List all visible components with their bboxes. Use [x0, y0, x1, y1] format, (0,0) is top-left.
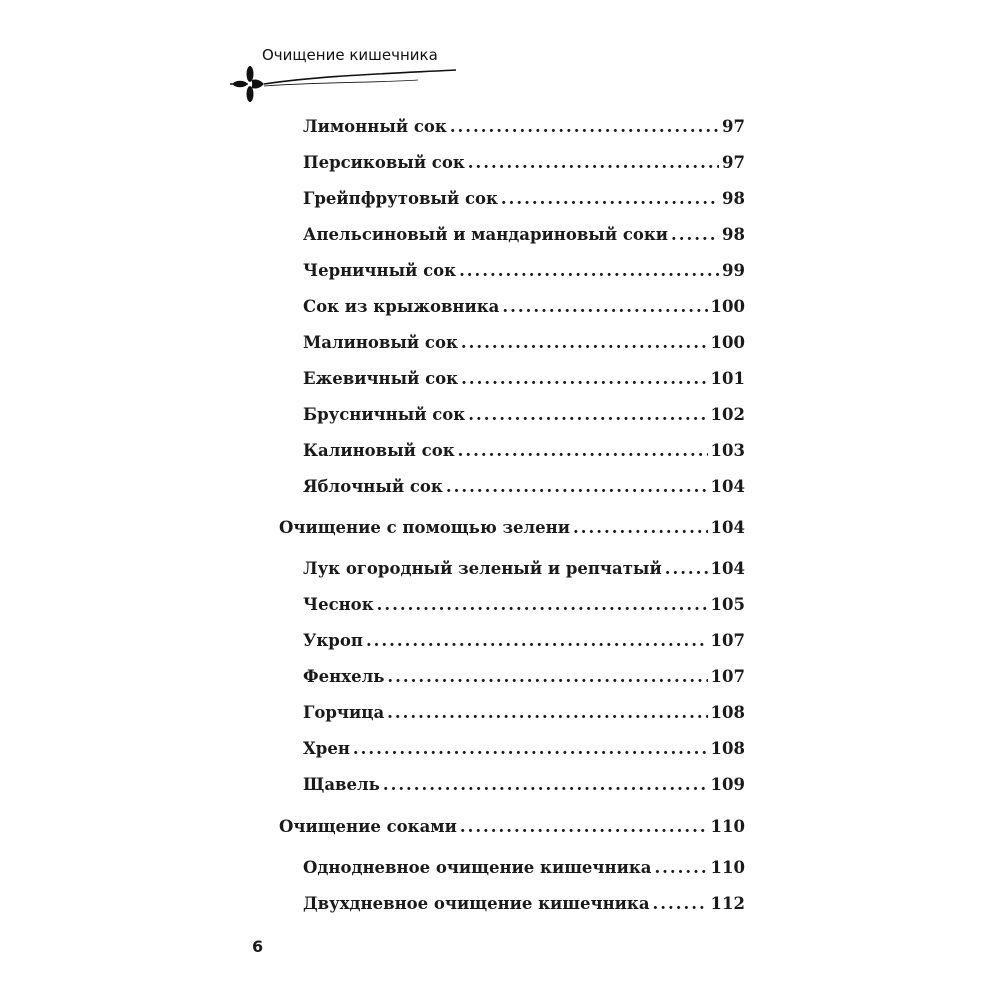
toc-entry-title: Двухдневное очищение кишечника: [303, 894, 650, 913]
toc-entry-title: Брусничный сок: [303, 405, 466, 424]
dot-leader: [366, 630, 708, 652]
toc-entry[interactable]: [303, 893, 745, 915]
toc-entry-page: 108: [710, 703, 745, 722]
dot-leader: [353, 738, 708, 760]
header-title: Очищение кишечника: [262, 46, 438, 64]
dot-leader: [460, 816, 708, 838]
toc-entry-page: 107: [710, 667, 745, 686]
toc-entry-page: 97: [722, 117, 745, 136]
toc-entry-title: Черничный сок: [303, 261, 457, 280]
toc-section-entry[interactable]: [279, 816, 745, 838]
toc-entry[interactable]: [303, 476, 745, 498]
dot-leader: [468, 152, 719, 174]
dot-leader: [459, 260, 719, 282]
toc-entry-title: Малиновый сок: [303, 333, 458, 352]
dot-leader: [468, 404, 707, 426]
toc-entry-page: 104: [710, 559, 745, 578]
toc-entry-page: 108: [710, 739, 745, 758]
toc-entry[interactable]: [303, 296, 745, 318]
toc-entry-title: Лимонный сок: [303, 117, 447, 136]
toc-entry-title: Фенхель: [303, 667, 385, 686]
dot-leader: [653, 893, 708, 915]
toc-entry-title: Горчица: [303, 703, 385, 722]
toc-entry-page: 99: [722, 261, 745, 280]
toc-entry-page: 105: [710, 595, 745, 614]
page-number: 6: [252, 937, 264, 956]
dot-leader: [383, 774, 708, 796]
toc-entry[interactable]: [303, 332, 745, 354]
toc-entry-title: Персиковый сок: [303, 153, 465, 172]
toc-entry[interactable]: [303, 558, 745, 580]
toc-entry[interactable]: [303, 594, 745, 616]
toc-entry[interactable]: [303, 152, 745, 174]
toc-entry-title: Чеснок: [303, 595, 374, 614]
dot-leader: [446, 476, 708, 498]
dot-leader: [387, 666, 707, 688]
dot-leader: [573, 517, 708, 539]
dot-leader: [654, 857, 707, 879]
toc-entry-page: 98: [722, 189, 745, 208]
toc-entry-title: Лук огородный зеленый и репчатый: [303, 559, 662, 578]
dot-leader: [387, 702, 707, 724]
toc-entry[interactable]: [303, 738, 745, 760]
dot-leader: [461, 332, 708, 354]
toc-entry[interactable]: [303, 260, 745, 282]
toc-entry[interactable]: [303, 702, 745, 724]
toc-entry-page: 110: [710, 858, 745, 877]
toc-entry-page: 104: [710, 477, 745, 496]
toc-entry[interactable]: [303, 666, 745, 688]
toc-entry-page: 97: [722, 153, 745, 172]
toc-entry[interactable]: [303, 404, 745, 426]
toc-entry-page: 109: [710, 775, 745, 794]
toc-entry-title: Однодневное очищение кишечника: [303, 858, 652, 877]
toc-entry[interactable]: [303, 188, 745, 210]
toc-entry-page: 101: [710, 369, 745, 388]
toc-section-entry[interactable]: [279, 517, 745, 539]
dot-leader: [501, 188, 719, 210]
toc-entry-title: Ежевичный сок: [303, 369, 459, 388]
dot-leader: [377, 594, 708, 616]
toc-entry-page: 112: [710, 894, 745, 913]
toc-entry-title: Очищение соками: [279, 817, 457, 836]
toc-entry-page: 107: [710, 631, 745, 650]
toc-entry[interactable]: [303, 440, 745, 462]
toc-entry-page: 100: [710, 297, 745, 316]
toc-entry-page: 103: [710, 441, 745, 460]
toc-entry[interactable]: [303, 774, 745, 796]
toc-entry[interactable]: [303, 630, 745, 652]
toc-entry-title: Хрен: [303, 739, 350, 758]
toc-entry-title: Грейпфрутовый сок: [303, 189, 498, 208]
toc-entry-page: 102: [710, 405, 745, 424]
dot-leader: [461, 368, 707, 390]
toc-entry-page: 104: [710, 518, 745, 537]
toc-entry-title: Яблочный сок: [303, 477, 443, 496]
toc-entry-page: 100: [710, 333, 745, 352]
toc-entry-title: Калиновый сок: [303, 441, 455, 460]
dot-leader: [665, 558, 708, 580]
toc-entry-page: 110: [710, 817, 745, 836]
toc-entry[interactable]: [303, 116, 745, 138]
toc-entry[interactable]: [303, 857, 745, 879]
toc-entry[interactable]: [303, 368, 745, 390]
dot-leader: [450, 116, 719, 138]
toc-entry-title: Очищение с помощью зелени: [279, 518, 570, 537]
toc-entry-page: 98: [722, 225, 745, 244]
toc-entry-title: Щавель: [303, 775, 380, 794]
toc-entry-title: Апельсиновый и мандариновый соки: [303, 225, 669, 244]
dot-leader: [671, 224, 719, 246]
toc-entry[interactable]: [303, 224, 745, 246]
dot-leader: [458, 440, 708, 462]
dot-leader: [502, 296, 707, 318]
toc-entry-title: Сок из крыжовника: [303, 297, 500, 316]
toc-entry-title: Укроп: [303, 631, 363, 650]
